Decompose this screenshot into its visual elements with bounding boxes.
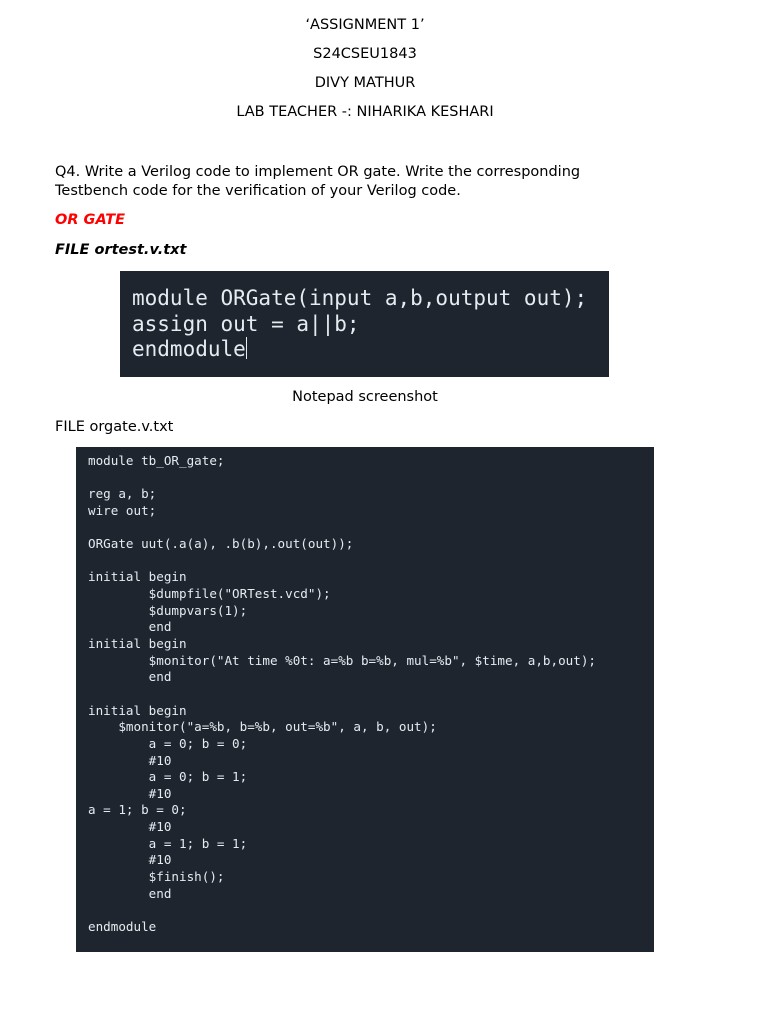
code-line: initial begin (88, 702, 187, 718)
code-line: module ORGate(input a,b,output out); (132, 286, 588, 310)
code-line: a = 0; b = 1; (88, 769, 248, 785)
code-line (88, 902, 654, 919)
code-line: ORGate uut(.a(a), .b(b),.out(out)); (88, 536, 354, 552)
file2-label: FILE orgate.v.txt (55, 419, 174, 435)
code-line: $dumpfile("ORTest.vcd"); (88, 586, 331, 602)
code-line: end (88, 669, 172, 685)
code-line: endmodule (132, 337, 246, 362)
code-line: initial begin (88, 636, 187, 652)
code-line: reg a, b; (88, 486, 157, 502)
file1-label: FILE ortest.v.txt (55, 242, 187, 258)
code-line: $monitor("At time %0t: a=%b b=%b, mul=%b", $time, a,b,out); (88, 652, 596, 668)
code-line (88, 470, 654, 487)
code-line: a = 1; b = 1; (88, 835, 248, 851)
code-line: initial begin (88, 569, 187, 585)
code-line: endmodule (88, 918, 157, 934)
question-line-1: Q4. Write a Verilog code to implement OR gate. Write the corresponding (55, 164, 581, 180)
section-title: OR GATE (55, 212, 126, 228)
code-line: #10 (88, 819, 172, 835)
code-line: #10 (88, 852, 172, 868)
code-line: $dumpvars(1); (88, 602, 248, 618)
code-line: #10 (88, 785, 172, 801)
screenshot-caption: Notepad screenshot (292, 389, 438, 405)
code-line (88, 686, 654, 703)
code-screenshot-testbench (76, 447, 654, 952)
code-line: a = 1; b = 0; (88, 802, 187, 818)
code-line: $finish(); (88, 869, 225, 885)
question-line-2: Testbench code for the verification of your Verilog code. (55, 183, 461, 199)
text-cursor (246, 337, 247, 359)
code-line: wire out; (88, 502, 157, 518)
code-line: #10 (88, 752, 172, 768)
code-line: end (88, 619, 172, 635)
roll-number: S24CSEU1843 (313, 46, 417, 62)
code-line: module tb_OR_gate; (88, 453, 225, 468)
code-line (88, 520, 654, 537)
code-line: assign out = a||b; (132, 311, 360, 336)
lab-teacher: LAB TEACHER -: NIHARIKA KESHARI (236, 104, 494, 120)
question-text (55, 163, 580, 201)
code-line (88, 553, 654, 570)
code-line: a = 0; b = 0; (88, 735, 248, 751)
code-line: end (88, 885, 172, 901)
student-name: DIVY MATHUR (314, 75, 416, 91)
code-line: $monitor("a=%b, b=%b, out=%b", a, b, out); (88, 719, 437, 735)
code-screenshot-orgate (120, 271, 609, 377)
assignment-title: ‘ASSIGNMENT 1’ (305, 17, 425, 33)
